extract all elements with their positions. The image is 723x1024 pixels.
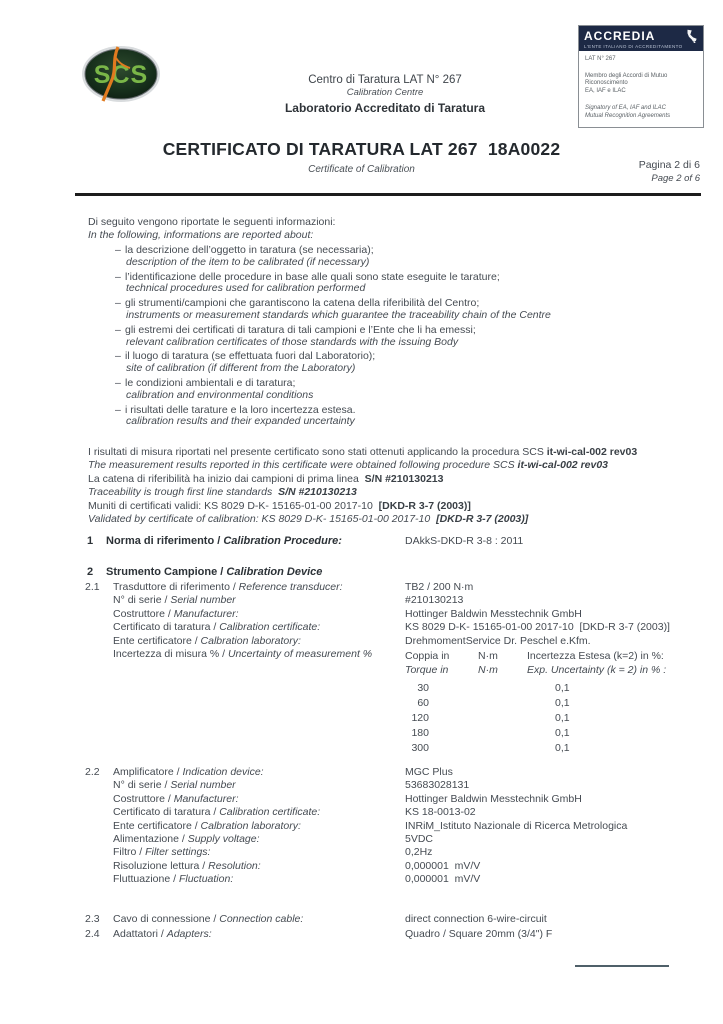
spec-label-it: N° di serie / [113,779,171,792]
intro-item-text-it: – le condizioni ambientali e di taratura; [125,378,663,390]
footer-rule [575,965,669,967]
uncertainty-table-header [405,649,666,677]
table-header-torque-en: Torque in [405,664,449,676]
title-block [0,139,723,175]
spec-label-it: Adattatori / [113,928,167,940]
spec-label-it: Fluttuazione / [113,873,179,886]
torque-value: 300 [411,742,429,754]
spec-row [85,581,705,594]
spec-label-it: Certificato di taratura / [113,621,220,634]
intro-item-text-it: – gli estremi dei certificati di taratura di tali campioni e l’Ente che li ha emessi; [125,325,663,337]
intro-item-text-it: – l’identificazione delle procedure in base alle quali sono state eseguite le tarature; [125,272,663,284]
spec-label-en: Reference transducer: [238,581,343,593]
spec-row [85,635,705,648]
section-1-title-en: Calibration Procedure: [223,535,342,547]
section-number: 2 [87,566,94,578]
accredia-signatory-line-2: Mutual Recognition Agreements [585,112,671,119]
intro-item [125,325,663,349]
spec-row [85,873,705,886]
spec-label-en: Fluctuation: [178,873,234,886]
spec-label-it: Costruttore / [113,607,174,620]
spec-row [85,846,705,859]
intro-item-text-en: calibration results and their expanded uncertainty [126,415,355,428]
header-divider [75,193,701,196]
spec-value: Quadro / Square 20mm (3/4") F [405,928,553,940]
uncertainty-value: 0,1 [555,712,570,724]
table-header-unit-en: N·m [478,664,498,676]
intro-item-text-en: calibration and environmental conditions [126,388,314,401]
spec-row [85,928,705,941]
torque-value: 60 [417,697,429,709]
spec-value: KS 8029 D-K- 15165-01-00 2017-10 [DKD-R 3-7 (2003)] [405,621,670,634]
table-header-uncertainty-it: Incertezza Estesa (k=2) in %: [527,650,664,662]
centre-name: Centro di Taratura LAT N° 267 [308,74,462,86]
torque-value: 180 [411,727,429,739]
spec-value: direct connection 6-wire-circuit [405,913,547,925]
note-traceability-it: La catena di riferibilità ha inizio dai campioni di prima linea S/N #210130213 [88,472,444,485]
section-2-3-row [85,913,705,926]
spec-label-it: Costruttore / [113,792,174,805]
uncertainty-table [405,649,666,756]
spec-label-en: Manufacturer: [173,792,239,805]
note-certificates-en: Validated by certificate of calibration: KS 8029 D-K- 15165-01-00 2017-10 [DKD-R 3-7 (2003)] [88,513,529,526]
calibration-centre-header [215,74,555,115]
spec-label-en: Serial number [170,779,236,792]
section-2-title-it: Strumento Campione / [106,566,227,578]
spec-label-en: Adapters: [166,928,212,940]
torque-value: 30 [417,682,429,694]
spec-label-it: Amplificatore / [113,766,183,778]
section-number: 1 [87,535,94,547]
spec-row [85,820,705,833]
accredia-membership-line-2: Riconoscimento [585,80,628,86]
intro-item-text-en: description of the item to be calibrated (if necessary) [126,255,370,268]
intro-item-text-it: – la descrizione dell’oggetto in taratura (se necessaria); [125,245,663,257]
spec-row [85,833,705,846]
spec-row [85,608,705,621]
intro-item-text-en: site of calibration (if different from the Laboratory) [126,362,356,375]
spec-value: 53683028131 [405,779,470,792]
spec-label-it: Certificato di taratura / [113,806,220,819]
intro-item-text-en: relevant calibration certificates of those standards with the issuing Body [126,335,459,348]
spec-label-en: Serial number [170,594,236,607]
note-certificates-it: Muniti di certificati validi: KS 8029 D-K- 15165-01-00 2017-10 [DKD-R 3-7 (2003)] [88,499,471,512]
section-2-2-rows [85,766,705,887]
section-2-heading [85,566,322,578]
accredia-membership-line-3: EA, IAF e ILAC [585,87,626,94]
section-2-4-row [85,928,705,941]
spec-value: MGC Plus [405,766,453,778]
table-row [405,726,666,741]
intro-item [125,245,663,269]
intro-item [125,272,663,296]
spec-value: DrehmomentService Dr. Peschel e.Kfm. [405,634,591,647]
intro-item [125,378,663,402]
intro-item [125,298,663,322]
section-1-title-it: Norma di riferimento / [106,535,224,547]
spec-value: 0,000001 mV/V [405,859,481,872]
spec-label-it: Ente certificatore / [113,634,201,647]
document-subtitle: Certificate of Calibration [308,164,415,175]
intro-lead-en: In the following, informations are reported about: [88,229,314,241]
spec-label-en: Uncertainty of measurement % [227,648,373,661]
table-header-unit-it: N·m [478,650,498,662]
intro-item-text-it: – gli strumenti/campioni che garantiscono la catena della riferibilità del Centro; [125,298,663,310]
page-number-en: Page 2 of 6 [651,173,700,184]
spec-value: KS 18-0013-02 [405,806,476,819]
table-row [405,711,666,726]
subsection-number: 2.1 [85,581,100,593]
spec-row [85,779,705,792]
uncertainty-value: 0,1 [555,742,570,754]
intro-section [88,216,663,428]
spec-row [85,594,705,607]
lab-title: Laboratorio Accreditato di Taratura [284,101,486,115]
torque-value: 120 [411,712,429,724]
spec-label-en: Calbration laboratory: [200,819,301,832]
uncertainty-value: 0,1 [555,727,570,739]
spec-value: TB2 / 200 N·m [405,581,474,593]
spec-row [85,860,705,873]
spec-label-it: Cavo di connessione / [113,913,220,925]
spec-label-en: Connection cable: [219,913,304,925]
section-1-value: DAkkS-DKD-R 3-8 : 2011 [405,535,524,547]
subsection-number: 2.4 [85,928,100,940]
spec-label-en: Supply voltage: [187,833,260,846]
accredia-tagline: L'ENTE ITALIANO DI ACCREDITAMENTO [584,44,683,49]
spec-value: #210130213 [405,594,464,607]
spec-value: Hottinger Baldwin Messtechnik GmbH [405,792,582,805]
page-number [639,159,700,185]
accredia-lat-number: LAT N° 267 [585,56,616,62]
document-title: CERTIFICATO DI TARATURA LAT 267 18A0022 [162,139,561,159]
spec-label-en: Manufacturer: [173,607,239,620]
subsection-number: 2.2 [85,766,100,778]
spec-label-en: Calibration certificate: [219,806,321,819]
spec-label-it: Risoluzione lettura / [113,859,209,872]
spec-label-en: Indication device: [182,766,264,778]
intro-item [125,405,663,429]
spec-value: 0,2Hz [405,846,433,859]
spec-label-it: Filtro / [113,846,146,859]
procedure-notes [88,446,688,526]
spec-row [85,766,705,779]
spec-label-en: Calibration certificate: [219,621,321,634]
spec-row [85,621,705,634]
note-traceability-en: Traceability is trough first line standards S/N #210130213 [88,486,357,499]
intro-item [125,351,663,375]
intro-lead-it: Di seguito vengono riportate le seguenti informazioni: [88,216,336,228]
uncertainty-value: 0,1 [555,697,570,709]
spec-label-en: Filter settings: [145,846,211,859]
intro-item-text-en: technical procedures used for calibration performed [126,282,366,295]
spec-label-it: Trasduttore di riferimento / [113,581,239,593]
table-row [405,681,666,696]
uncertainty-value: 0,1 [555,682,570,694]
intro-item-text-it: – i risultati delle tarature e la loro incertezza estesa. [125,405,663,417]
spec-label-en: Calbration laboratory: [200,634,301,647]
table-header-torque-it: Coppia in [405,650,450,662]
spec-label-it: N° di serie / [113,594,171,607]
svg-text:SCS: SCS [93,61,149,89]
spec-value: 0,000001 mV/V [405,873,481,886]
accredia-membership-line-1: Membro degli Accordi di Mutuo [585,72,668,79]
page-number-it: Pagina 2 di 6 [638,159,700,171]
accredia-logo-box [578,25,704,128]
spec-label-en: Resolution: [208,859,261,872]
section-2-title-en: Calibration Device [226,566,323,578]
centre-name-en: Calibration Centre [346,87,424,98]
table-header-uncertainty-en: Exp. Uncertainty (k = 2) in % : [527,664,667,676]
italy-map-icon [684,29,698,43]
accredia-signatory-line-1: Signatory of EA, IAF and ILAC [585,105,666,111]
spec-value: INRiM_Istituto Nazionale di Ricerca Metrologica [405,819,628,832]
accredia-header-bar [579,26,703,51]
spec-label-it: Incertezza di misura % / [113,648,228,661]
spec-row [85,793,705,806]
section-1-heading [85,535,524,547]
spec-label-it: Ente certificatore / [113,819,201,832]
accredia-details [579,51,703,125]
spec-value: 5VDC [405,833,434,846]
table-row [405,696,666,711]
accredia-wordmark: ACCREDIA [584,29,656,43]
intro-item-text-en: instruments or measurement standards which guarantee the traceability chain of the Centre [126,308,551,321]
subsection-number: 2.3 [85,913,100,925]
spec-label-it: Alimentazione / [113,833,188,846]
table-row [405,741,666,756]
spec-row [85,913,705,926]
scs-logo-icon [80,44,162,104]
note-procedure-it: I risultati di misura riportati nel presente certificato sono stati ottenuti applicando la procedura SCS it-wi-cal-002 rev03 [88,446,638,458]
spec-row [85,806,705,819]
spec-value: Hottinger Baldwin Messtechnik GmbH [405,607,582,620]
note-procedure-en: The measurement results reported in this certificate were obtained following procedure SCS it-wi-cal-002 rev03 [88,459,609,472]
intro-item-text-it: – il luogo di taratura (se effettuata fuori dal Laboratorio); [125,351,663,363]
